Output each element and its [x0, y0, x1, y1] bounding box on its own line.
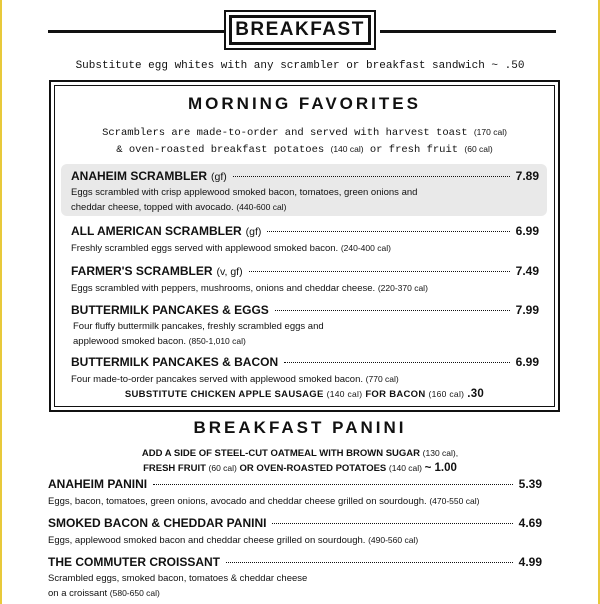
- substitute-sausage-line: SUBSTITUTE CHICKEN APPLE SAUSAGE (140 cal) FOR BACON (160 cal) .30: [124, 388, 485, 400]
- item-description: Eggs, bacon, tomatoes, green onions, avocado and cheddar cheese grilled on sourdough. (470-550 cal): [48, 496, 480, 507]
- item-name: BUTTERMILK PANCAKES & EGGS: [71, 303, 269, 317]
- panini-side-note: ADD A SIDE OF STEEL-CUT OATMEAL WITH BROWN SUGAR (130 cal), FRESH FRUIT (60 cal) OR OVEN-ROASTED POTATOES (140 cal) ~ 1.00: [141, 448, 459, 474]
- menu-item-pancakes-bacon: [71, 355, 539, 387]
- page-title: BREAKFAST: [229, 15, 371, 45]
- item-tag: (gf): [245, 226, 262, 238]
- item-name: THE COMMUTER CROISSANT: [48, 555, 220, 569]
- dot-leader: [284, 362, 510, 363]
- dot-leader: [233, 176, 510, 177]
- item-name: SMOKED BACON & CHEDDAR PANINI: [48, 516, 267, 530]
- item-description: Eggs, applewood smoked bacon and cheddar cheese grilled on sourdough. (490-560 cal): [48, 535, 419, 546]
- item-price: 4.99: [518, 555, 542, 569]
- dot-leader: [275, 310, 510, 311]
- header-rule-right: [380, 30, 556, 33]
- menu-page: [2, 0, 598, 604]
- menu-item-anaheim-panini: [48, 477, 542, 509]
- item-description: Four fluffy buttermilk pancakes, freshly scrambled eggs and applewood smoked bacon. (850-1,010 cal): [73, 321, 324, 347]
- item-price: 5.39: [518, 477, 542, 491]
- item-price: 6.99: [515, 355, 539, 369]
- header-rule-left: [48, 30, 224, 33]
- dot-leader: [249, 271, 510, 272]
- dot-leader: [267, 231, 509, 232]
- item-tag: (gf): [211, 171, 227, 183]
- item-price: 6.99: [515, 224, 539, 238]
- item-name: BUTTERMILK PANCAKES & BACON: [71, 355, 279, 369]
- menu-item-commuter-croissant: [48, 555, 542, 601]
- dot-leader: [226, 562, 513, 563]
- dot-leader: [272, 523, 512, 524]
- morning-favorites-box: [49, 80, 560, 412]
- item-price: 4.69: [518, 516, 542, 530]
- item-price: 7.89: [515, 169, 539, 183]
- menu-item-anaheim-scrambler: [61, 164, 547, 216]
- item-description: Scrambled eggs, smoked bacon, tomatoes & cheddar cheese on a croissant (580-650 cal): [48, 573, 308, 599]
- item-tag: (v, gf): [216, 266, 243, 278]
- section-title-panini: BREAKFAST PANINI: [193, 418, 407, 437]
- menu-item-bacon-cheddar-panini: [48, 516, 542, 548]
- substitution-note: Substitute egg whites with any scrambler or breakfast sandwich ~ .50: [75, 60, 525, 72]
- item-name: FARMER'S SCRAMBLER: [71, 264, 213, 278]
- item-description: Eggs scrambled with peppers, mushrooms, onions and cheddar cheese. (220-370 cal): [71, 283, 428, 294]
- section-title-favorites: MORNING FAVORITES: [188, 94, 421, 113]
- item-name: ANAHEIM SCRAMBLER: [71, 169, 207, 183]
- item-price: 7.49: [515, 264, 539, 278]
- item-description: Freshly scrambled eggs served with applewood smoked bacon. (240-400 cal): [71, 243, 391, 254]
- item-name: ANAHEIM PANINI: [48, 477, 148, 491]
- menu-item-farmers-scrambler: [71, 264, 539, 296]
- item-description: Four made-to-order pancakes served with applewood smoked bacon. (770 cal): [71, 374, 399, 385]
- menu-item-all-american-scrambler: [71, 224, 539, 256]
- item-price: 7.99: [515, 303, 539, 317]
- dot-leader: [153, 484, 513, 485]
- title-frame: [224, 10, 376, 50]
- item-name: ALL AMERICAN SCRAMBLER: [71, 224, 242, 238]
- item-description: Eggs scrambled with crisp applewood smoked bacon, tomatoes, green onions and cheddar cheese, topped with avocado. (440-600 cal): [71, 187, 418, 213]
- menu-item-pancakes-eggs: [71, 303, 539, 349]
- favorites-subtitle: Scramblers are made-to-order and served with harvest toast (170 cal) & oven-roasted breakfast potatoes (140 cal) or fresh fruit (60 cal): [102, 127, 507, 156]
